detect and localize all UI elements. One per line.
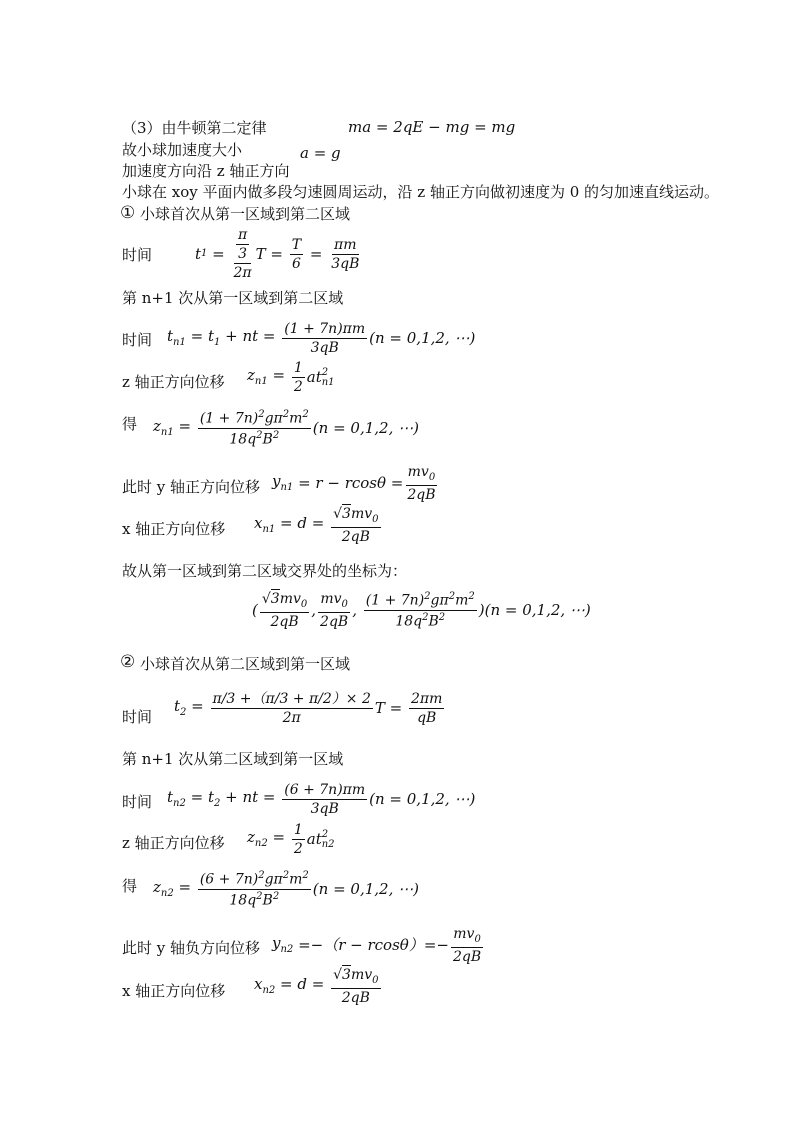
section-1-marker: ① xyxy=(120,203,136,223)
z-pos-label-1: z 轴正方向位移 xyxy=(122,373,225,391)
motion-description: 小球在 xoy 平面内做多段匀速圆周运动，沿 z 轴正方向做初速度为 0 的匀加速直线运动。 xyxy=(122,183,720,201)
acceleration-direction: 加速度方向沿 z 轴正方向 xyxy=(122,162,290,180)
zn2-displacement: $z_{n2}$ = $\frac{1}{2}$ at 2 n2 xyxy=(247,822,335,857)
x-pos-label-2: x 轴正方向位移 xyxy=(122,982,226,1000)
coord-formula-1: ( $\frac{√3mv_0}{2qB}$ , $\frac{mv_0}{2qB}$ , $\frac{(1 + 7n)^2g\pi^2m^2}{18q^2B^2}$ ) (n = 0,1,2, ⋯) xyxy=(252,591,591,630)
time-label-2: 时间 xyxy=(122,331,153,349)
yn2-formula: $y_{n2}$ =−（r − rcosθ）=− $\frac{mv_0}{2qB}$ xyxy=(272,926,482,965)
y-pos-label-1: 此时 y 轴正方向位移 xyxy=(122,478,261,496)
t2-formula: $t_2$ = $\frac{\pi/3 +(\pi/3 + \pi/2)\times 2}{2\pi}$ T = $\frac{2\pi m}{qB}$ xyxy=(174,691,443,726)
newton-second-law-label: （3）由牛顿第二定律 xyxy=(122,119,267,137)
newton-equation: ma = 2qE − mg = mg xyxy=(348,118,516,136)
de-label-1: 得 xyxy=(122,415,138,433)
t1-formula: t 1 = $\frac{\frac{\pi}{3}}{2\pi}$ T = $\frac{T}{6}$ = $\frac{\pi m}{3qB}$ xyxy=(195,227,360,281)
yn1-formula: $y_{n1}$ = r − rcosθ = $\frac{mv_0}{2qB}$ xyxy=(272,464,436,503)
z-pos-label-2: z 轴正方向位移 xyxy=(122,834,225,852)
xn2-formula: $x_{n2} = d$ = $\frac{√3mv_0}{2qB}$ xyxy=(254,967,379,1006)
n2-title: 第 n+1 次从第二区域到第一区域 xyxy=(122,750,344,768)
time-label-4: 时间 xyxy=(122,793,153,811)
coord-title-1: 故从第一区域到第二区域交界处的坐标为： xyxy=(122,562,408,580)
section-2-marker: ② xyxy=(120,652,136,672)
zn1-displacement: $z_{n1}$ = $\frac{1}{2}$ at 2 n1 xyxy=(247,360,335,395)
zn1-result: $z_{n1}$ = $\frac{(1 + 7n)^2g\pi^2m^2}{18q^2B^2}$ (n = 0,1,2, ⋯) xyxy=(153,409,419,448)
tn1-formula: $t_{n1} = t_1$ + nt = $\frac{(1 + 7n)\pi m}{3qB}$ (n = 0,1,2, ⋯) xyxy=(167,321,476,356)
time-label-1: 时间 xyxy=(122,246,153,264)
section-2-title: 小球首次从第二区域到第一区域 xyxy=(140,655,351,673)
de-label-2: 得 xyxy=(122,877,138,895)
acceleration-label: 故小球加速度大小 xyxy=(122,141,243,159)
tn2-formula: $t_{n2} = t_2$ + nt = $\frac{(6 + 7n)\pi m}{3qB}$ (n = 0,1,2, ⋯) xyxy=(167,782,476,817)
y-neg-label: 此时 y 轴负方向位移 xyxy=(122,939,261,957)
n1-title: 第 n+1 次从第一区域到第二区域 xyxy=(122,289,344,307)
time-label-3: 时间 xyxy=(122,708,153,726)
zn2-result: $z_{n2}$ = $\frac{(6 + 7n)^2g\pi^2m^2}{18q^2B^2}$ (n = 0,1,2, ⋯) xyxy=(153,870,419,909)
x-pos-label-1: x 轴正方向位移 xyxy=(122,520,226,538)
acceleration-equation: a = g xyxy=(300,144,341,162)
xn1-formula: $x_{n1} = d$ = $\frac{√3mv_0}{2qB}$ xyxy=(254,506,379,545)
section-1-title: 小球首次从第一区域到第二区域 xyxy=(140,205,351,223)
